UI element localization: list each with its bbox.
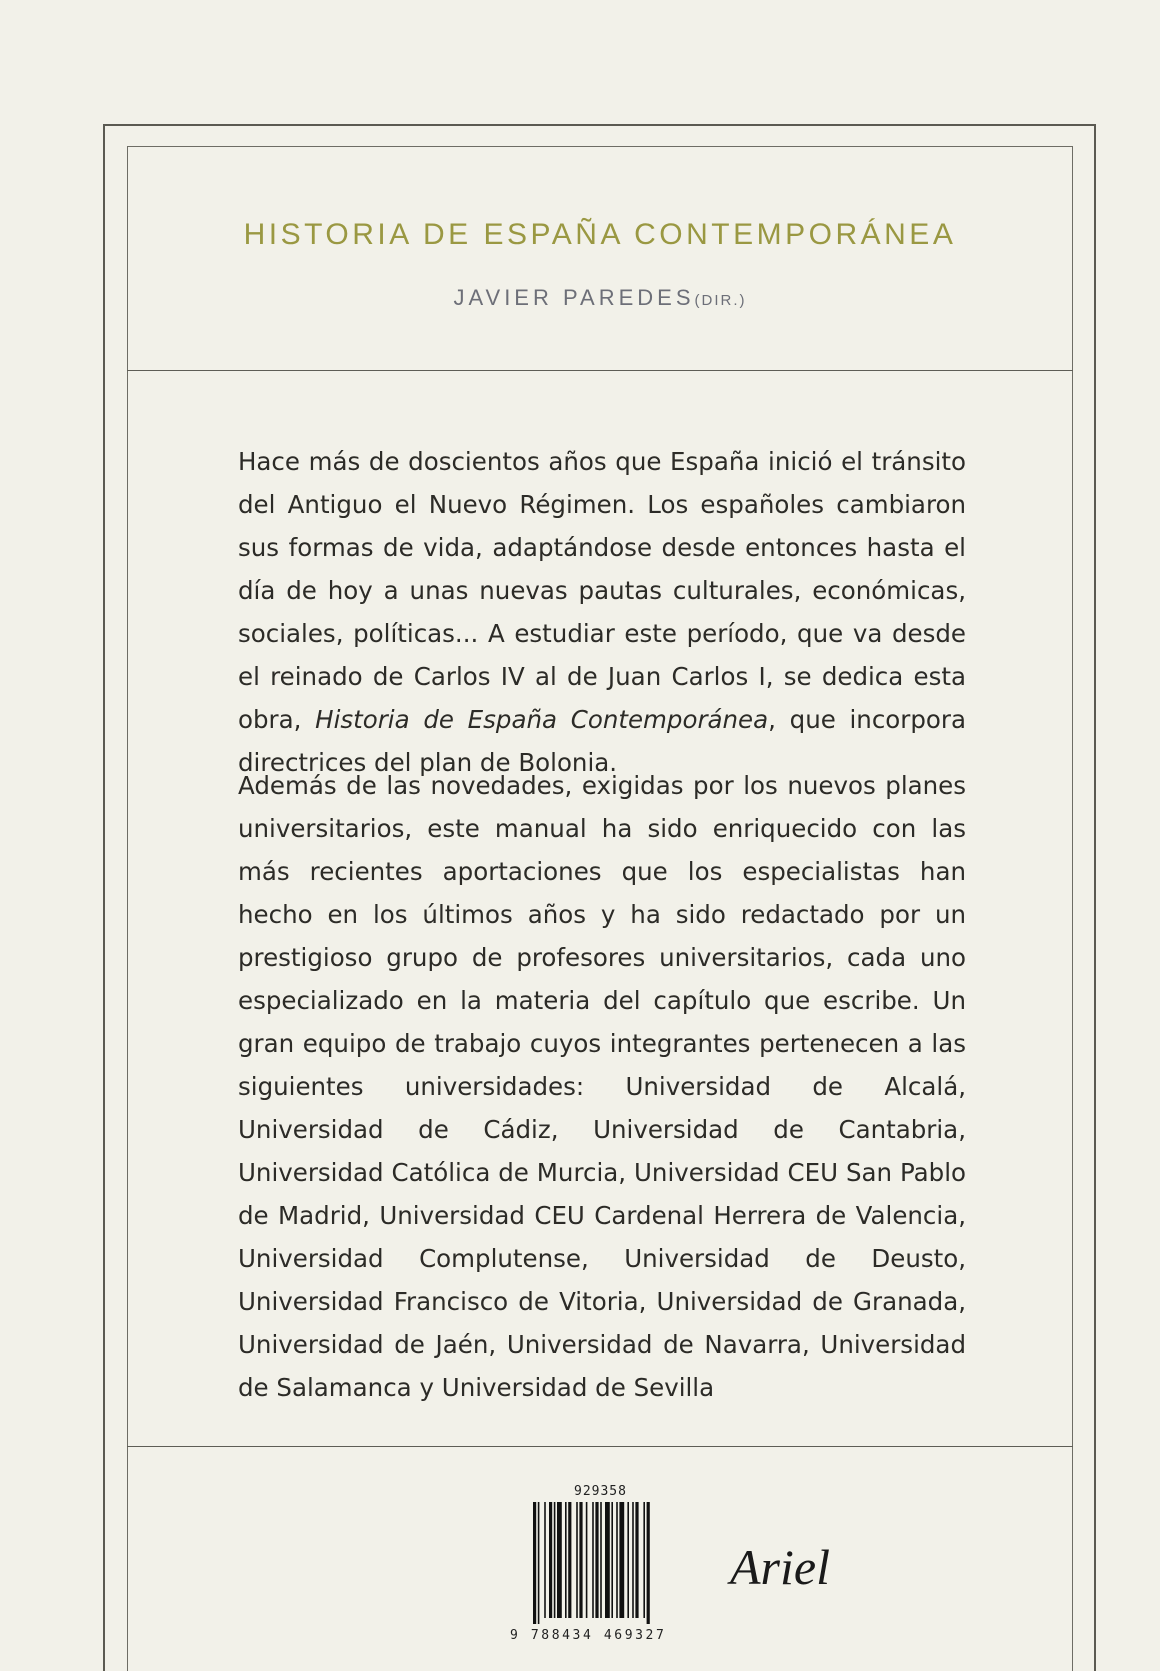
blurb-p2-text: Además de las novedades, exigidas por los nuevos planes universitarios, este manual ha sido enriquecido con las más recientes aportaciones que los especialistas han hecho en los últimos años y ha sido redactado por un prestigioso grupo de profesores universitarios, cada uno especializado en la materia del capítulo que escribe. Un gran equipo de trabajo cuyos integrantes pertenecen a las siguientes universidades: Universidad de Alcalá, Universidad de Cádiz, Universidad de Cantabria, Universidad Católica de Murcia, Universidad CEU San Pablo de Madrid, Universidad CEU Cardenal Herrera de Valencia, Universidad Complutense, Universidad de Deusto, Universidad Francisco de Vitoria, Universidad de Granada, Universidad de Jaén, Universidad de Navarra, Universidad de Salamanca y Universidad de Sevilla — [238, 771, 966, 1402]
barcode-bar — [565, 1502, 567, 1618]
barcode-bar — [627, 1502, 629, 1618]
author-name: JAVIER PAREDES — [453, 285, 695, 310]
barcode-bar — [576, 1502, 578, 1618]
blurb-p1-text: Hace más de doscientos años que España inició el tránsito del Antiguo el Nuevo Régimen. Los españoles cambiaron sus formas de vida, adaptándose desde entonces hasta el día de hoy a unas nuevas pautas culturales, económicas, sociales, políticas... A estudiar este período, que va desde el reinado de Carlos IV al de Juan Carlos I, se dedica esta obra, — [238, 447, 966, 734]
barcode-bar — [538, 1502, 540, 1624]
blurb-paragraph-1 — [238, 440, 966, 784]
barcode-bar — [586, 1502, 588, 1618]
barcode-bar — [632, 1502, 634, 1618]
footer-divider — [127, 1446, 1073, 1447]
author-line — [127, 285, 1073, 311]
barcode-bar — [643, 1502, 645, 1618]
isbn-digits: 9 788434 469327 — [510, 1628, 667, 1643]
barcode-bar — [557, 1502, 562, 1618]
blurb-paragraph-2 — [238, 764, 966, 1409]
barcode-bar — [568, 1502, 571, 1618]
barcode-bar — [544, 1502, 546, 1618]
publisher-logo: Ariel — [730, 1539, 830, 1595]
author-role: (DIR.) — [694, 292, 747, 309]
blurb-p1-end: , que incorpora directrices del plan de Bolonia. — [238, 705, 966, 777]
barcode-bar — [635, 1502, 638, 1618]
barcode-bar — [616, 1502, 618, 1618]
barcode-bar — [619, 1502, 624, 1618]
header-divider — [127, 370, 1073, 371]
barcode-bar — [647, 1502, 650, 1624]
barcode-bar — [554, 1502, 556, 1618]
barcode-bar — [600, 1502, 602, 1618]
barcode-bar — [549, 1502, 552, 1618]
barcode-bar — [533, 1502, 536, 1624]
barcode-bar — [592, 1502, 594, 1618]
barcode-graphic — [531, 1502, 691, 1624]
blurb-p1-book-title: Historia de España Contemporánea — [315, 705, 769, 734]
barcode-bar — [611, 1502, 613, 1618]
barcode-bar — [605, 1502, 610, 1618]
barcode-bar — [595, 1502, 598, 1618]
book-title: HISTORIA DE ESPAÑA CONTEMPORÁNEA — [243, 218, 957, 251]
barcode-top-code: 929358 — [574, 1484, 627, 1499]
barcode-bar — [579, 1502, 582, 1618]
